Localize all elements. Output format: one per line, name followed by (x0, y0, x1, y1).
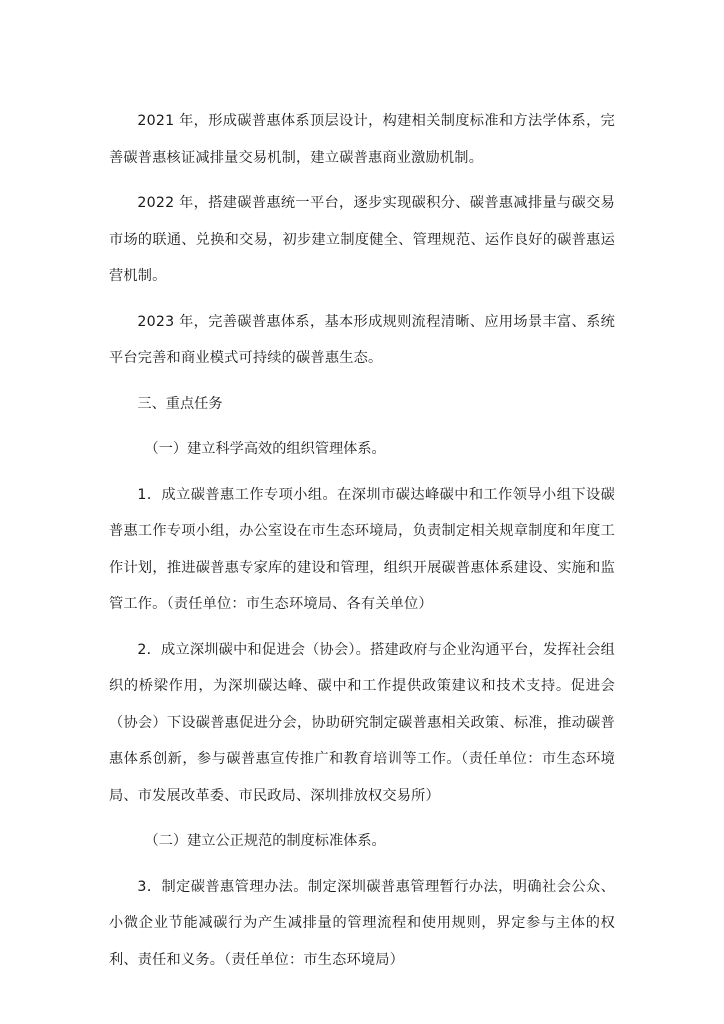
task-item-2: 2．成立深圳碳中和促进会（协会）。搭建政府与企业沟通平台，发挥社会组织的桥梁作用，为深圳碳达峰、碳中和工作提供政策建议和技术支持。促进会（协会）下设碳普惠促进分会，协助研究制定碳普惠相关政策、标准，推动碳普惠体系创新，参与碳普惠宣传推广和教育培训等工作。（责任单位：市生态环境局、市发展改革委、市民政局、深圳排放权交易所） (109, 641, 615, 804)
subsection-two-heading: （二）建立公正规范的制度标准体系。 (144, 833, 386, 849)
task-item-3: 3．制定碳普惠管理办法。制定深圳碳普惠管理暂行办法，明确社会公众、小微企业节能减碳行为产生减排量的管理流程和使用规则，界定参与主体的权利、责任和义务。（责任单位：市生态环境局） (109, 878, 615, 968)
task-item-1: 1．成立碳普惠工作专项小组。在深圳市碳达峰碳中和工作领导小组下设碳普惠工作专项小组，办公室设在市生态环境局，负责制定相关规章制度和年度工作计划，推进碳普惠专家库的建设和管理，组织开展碳普惠体系建设、实施和监管工作。（责任单位：市生态环境局、各有关单位） (109, 486, 615, 612)
section-three-heading: 三、重点任务 (137, 395, 223, 412)
document-page (109, 103, 615, 987)
paragraph-2023: 2023 年，完善碳普惠体系，基本形成规则流程清晰、应用场景丰富、系统平台完善和商业模式可持续的碳普惠生态。 (109, 313, 615, 366)
paragraph-2021: 2021 年，形成碳普惠体系顶层设计，构建相关制度标准和方法学体系，完善碳普惠核证减排量交易机制，建立碳普惠商业激励机制。 (109, 113, 615, 166)
paragraph-2022: 2022 年，搭建碳普惠统一平台，逐步实现碳积分、碳普惠减排量与碳交易市场的联通、兑换和交易，初步建立制度健全、管理规范、运作良好的碳普惠运营机制。 (109, 195, 615, 284)
subsection-one-heading: （一）建立科学高效的组织管理体系。 (144, 441, 386, 457)
